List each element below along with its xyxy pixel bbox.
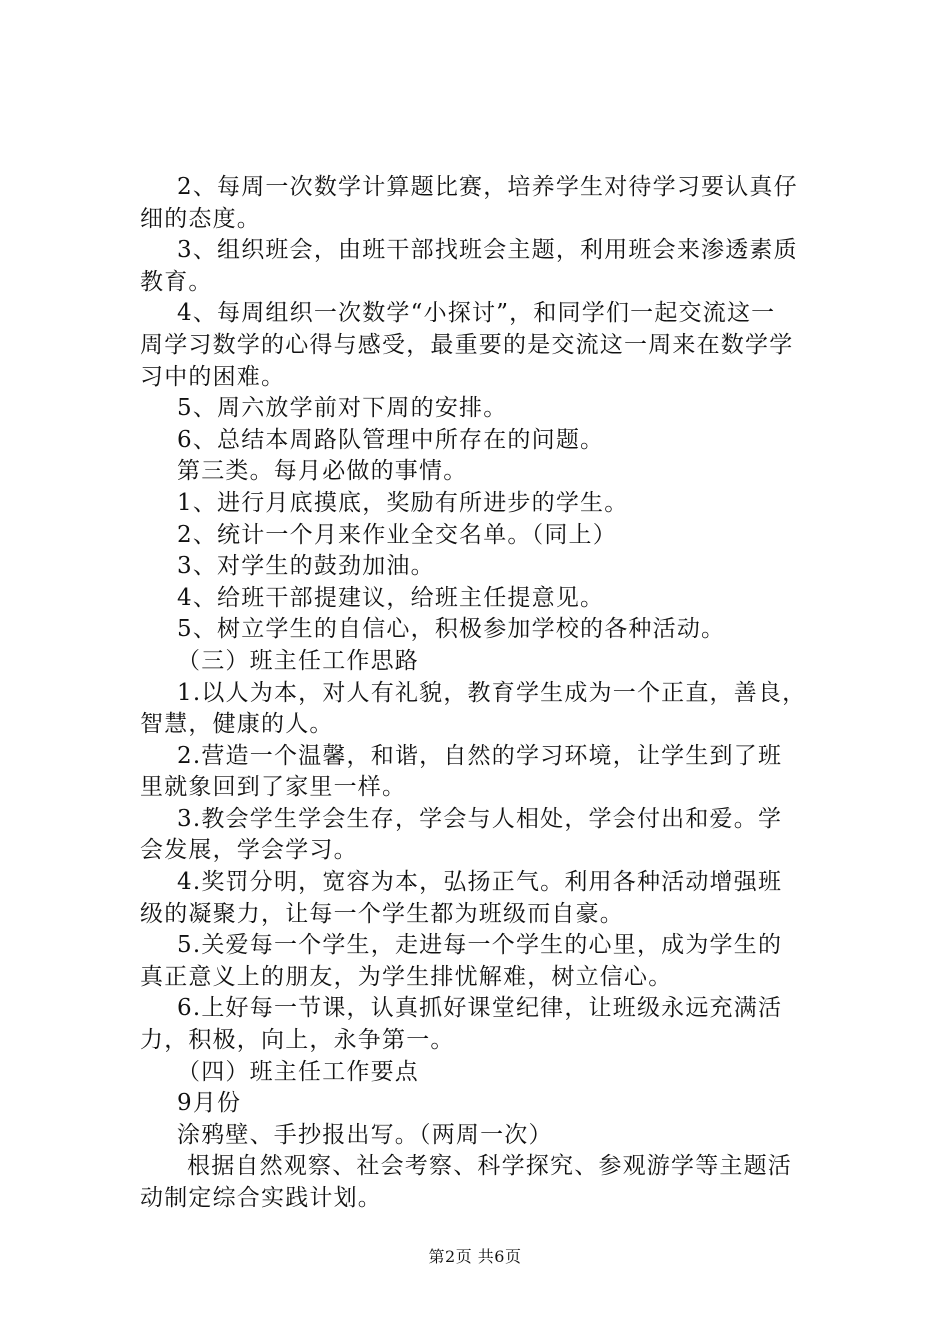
paragraph-line: 3、组织班会，由班干部找班会主题，利用班会来渗透素质 bbox=[177, 237, 798, 264]
paragraph-line: 6.上好每一节课，认真抓好课堂纪律，让班级永远充满活 bbox=[177, 995, 783, 1022]
paragraph-line: 3.教会学生学会生存，学会与人相处，学会付出和爱。学 bbox=[177, 805, 783, 832]
paragraph-line: 真正意义上的朋友，为学生排忧解难，树立信心。 bbox=[140, 963, 673, 990]
paragraph-line: 1、进行月底摸底，奖励有所进步的学生。 bbox=[177, 489, 629, 516]
paragraph-line: 会发展，学会学习。 bbox=[140, 837, 358, 864]
paragraph-line: 智慧，健康的人。 bbox=[140, 711, 334, 738]
document-body bbox=[140, 172, 840, 1215]
paragraph-line: 9月份 bbox=[177, 1090, 242, 1117]
paragraph-line: 5.关爱每一个学生，走进每一个学生的心里，成为学生的 bbox=[177, 932, 783, 959]
paragraph-line: 4.奖罚分明，宽容为本，弘扬正气。利用各种活动增强班 bbox=[177, 869, 783, 896]
paragraph-line: 根据自然观察、社会考察、科学探究、参观游学等主题活 bbox=[187, 1153, 792, 1180]
section-heading: 第三类。每月必做的事情。 bbox=[177, 458, 468, 485]
paragraph-line: 2、每周一次数学计算题比赛，培养学生对待学习要认真仔 bbox=[177, 174, 798, 200]
paragraph-line: 力，积极，向上，永争第一。 bbox=[140, 1027, 455, 1054]
paragraph-line: 2、统计一个月来作业全交名单。（同上） bbox=[177, 521, 617, 548]
paragraph-line: 涂鸦壁、手抄报出写。（两周一次） bbox=[177, 1121, 553, 1148]
paragraph-line: 5、周六放学前对下周的安排。 bbox=[177, 395, 508, 422]
paragraph-line: 6、总结本周路队管理中所存在的问题。 bbox=[177, 426, 605, 453]
paragraph-line: 习中的困难。 bbox=[140, 363, 286, 390]
section-heading: （三）班主任工作思路 bbox=[177, 647, 419, 674]
paragraph-line: 4、每周组织一次数学“小探讨”，和同学们一起交流这一 bbox=[177, 300, 776, 327]
paragraph-line: 5、树立学生的自信心，积极参加学校的各种活动。 bbox=[177, 616, 726, 643]
paragraph-line: 1.以人为本，对人有礼貌，教育学生成为一个正直，善良， bbox=[177, 679, 807, 706]
paragraph-line: 3、对学生的鼓劲加油。 bbox=[177, 553, 435, 580]
section-heading: （四）班主任工作要点 bbox=[177, 1058, 419, 1085]
paragraph-line: 级的凝聚力，让每一个学生都为班级而自豪。 bbox=[140, 900, 624, 927]
paragraph-line: 2.营造一个温馨，和谐，自然的学习环境，让学生到了班 bbox=[177, 742, 783, 769]
paragraph-line: 4、给班干部提建议，给班主任提意见。 bbox=[177, 584, 605, 611]
paragraph-line: 里就象回到了家里一样。 bbox=[140, 774, 407, 801]
paragraph-line: 周学习数学的心得与感受，最重要的是交流这一周来在数学学 bbox=[140, 331, 794, 358]
page-number-footer: 第2页 共6页 bbox=[428, 1247, 522, 1266]
paragraph-line: 细的态度。 bbox=[140, 205, 261, 232]
paragraph-line: 教育。 bbox=[140, 268, 213, 295]
paragraph-line: 动制定综合实践计划。 bbox=[140, 1185, 382, 1211]
